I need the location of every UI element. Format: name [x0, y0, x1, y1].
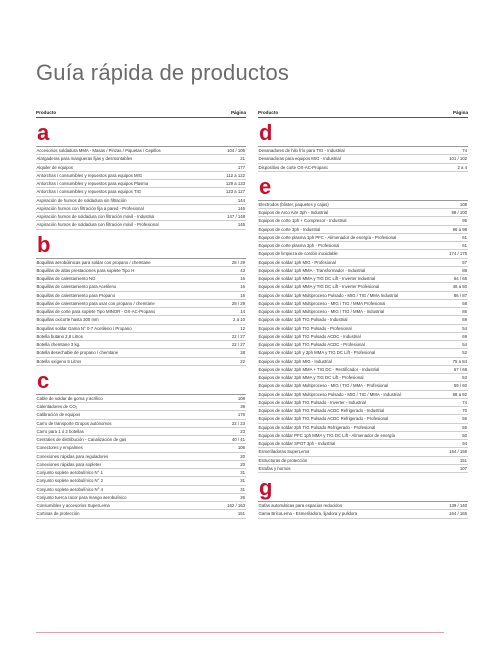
product-page: 39 [240, 404, 245, 410]
product-name: Equipos de soldar 3ph TIG Pulsado ACDC Refrigerado - Industrial [258, 408, 385, 414]
section-letter: a [37, 120, 50, 145]
product-row [36, 300, 246, 308]
product-row [258, 399, 468, 407]
product-name: Alargaderas para mangueras fijas y desmontables [36, 156, 133, 162]
section-e [258, 173, 468, 473]
product-row [36, 358, 246, 366]
product-name: Equipos de corte 3ph - Industrial [258, 226, 321, 232]
product-row [36, 510, 246, 518]
product-name: Devanadoras para equipos MIG - Industrial [258, 156, 341, 162]
product-name: Equipos de soldar 3ph TIG Pulsado Refrigerado - Profesional [258, 424, 376, 430]
product-page: 14 [240, 309, 245, 315]
product-row [258, 155, 468, 163]
product-row [36, 172, 246, 180]
product-page: 64 / 65 [453, 276, 467, 282]
product-page: 69 [462, 333, 467, 339]
product-row [36, 180, 246, 188]
product-name: Boquillas de calentamiento NG [36, 276, 96, 282]
product-page: 146 [237, 205, 245, 211]
product-page: 28 / 29 [231, 259, 245, 265]
product-name: Estructuras de protección [258, 457, 308, 463]
product-row [258, 234, 468, 242]
section-c [36, 367, 246, 519]
product-row [258, 226, 468, 234]
product-name: Equipos de soldar 1ph TIG Pulsado - Industrial [258, 317, 348, 323]
product-name: Boquillas de corte para soplete Tipo MINOR - OX-AC-Propano [36, 309, 156, 315]
product-name: Botella butano 2,8 Litros [36, 333, 83, 339]
product-row [36, 469, 246, 477]
product-name: Cable de soldar de goma y acrílico [36, 395, 103, 401]
product-row [36, 486, 246, 494]
product-name: Equipos de soldar 1ph Multiproceso - MIG / TIG / MMA Profesional [258, 300, 386, 306]
product-page: 147 / 148 [227, 214, 245, 220]
product-name: Conjunto soplete aerobulínico N° 2 [36, 478, 103, 484]
product-name: Botella desechable de propano / chemtane [36, 350, 119, 356]
product-row [258, 391, 468, 399]
page-header: Página [452, 110, 468, 115]
product-page: 28 [240, 350, 245, 356]
product-row [258, 147, 468, 155]
page-title: Guía rápida de productos [36, 60, 290, 85]
product-name: Boquillas de calentamiento para Acetileno [36, 284, 117, 290]
product-name: Equipos de soldar 1ph Multiproceso - MIG / TIG / MMA - Industrial [258, 309, 385, 315]
product-page: 56 [462, 416, 467, 422]
product-row [258, 374, 468, 382]
product-list [36, 394, 246, 519]
column-header [258, 110, 468, 118]
product-row [258, 250, 468, 258]
product-row [36, 436, 246, 444]
product-name: Calentadores de CO₂ [36, 404, 78, 410]
product-name: Carro para 1 ó 2 botellas [36, 428, 84, 434]
product-row [258, 209, 468, 217]
product-page: 144 [237, 197, 245, 203]
product-name: Equipos de soldar 1ph TIG Pulsado ACDC - Industrial [258, 333, 361, 339]
product-row [258, 316, 468, 324]
product-name: Alquiler de equipos [36, 164, 74, 170]
product-row [36, 411, 246, 419]
product-name: Botella oxígeno 5 Litros [36, 358, 82, 364]
product-name: Gafas automáticas para espacios reducidos [258, 503, 343, 509]
product-page: 57 [462, 259, 467, 265]
product-name: Aspiración humos de soldadura con filtración móvil - Profesional [36, 222, 159, 228]
product-page: 50 [462, 432, 467, 438]
product-row [36, 444, 246, 452]
product-page: 94 [462, 441, 467, 447]
product-row [36, 283, 246, 291]
product-page: 151 [237, 511, 245, 517]
product-page: 21 [240, 156, 245, 162]
product-page: 67 / 68 [453, 366, 467, 372]
section-letter: b [37, 231, 51, 257]
product-name: Boquillas soldar Gama N° 0-7 Acetileno / Propano [36, 325, 132, 331]
product-name: Boquillas aerobúlinicas para soldar con propano / chemtane [36, 259, 151, 265]
product-page: 59 / 60 [453, 383, 467, 389]
product-row [258, 502, 468, 510]
product-row [36, 205, 246, 213]
product-page: 123 a 127 [225, 189, 245, 195]
product-name: Equipos de corte plasma 3ph - Profesional [258, 243, 340, 249]
product-row [36, 502, 246, 510]
product-row [258, 448, 468, 456]
product-row [258, 283, 468, 291]
product-page: 129 a 133 [225, 181, 245, 187]
product-name: Devanadores de hilo frío para TIG - Industrial [258, 148, 345, 154]
product-name: Equipos de soldar 3ph MMA + TIG DC - Rectificador - Industrial [258, 366, 380, 372]
footer-divider [36, 632, 444, 633]
product-row [36, 292, 246, 300]
product-row [258, 349, 468, 357]
product-name: Conexiones rápidas para reguladores [36, 453, 109, 459]
left-column [36, 110, 246, 519]
product-page: 95 [462, 218, 467, 224]
product-row [36, 155, 246, 163]
product-name: Equipos de soldar 3ph TIG Pulsado - Inverter - Industrial [258, 399, 366, 405]
product-row [36, 341, 246, 349]
product-name: Conjunto soplete aerobulínico N° 1 [36, 470, 103, 476]
product-page: 108 [237, 395, 245, 401]
section-letter: e [259, 173, 272, 199]
product-list [36, 146, 246, 230]
product-row [36, 308, 246, 316]
right-sections [258, 122, 468, 519]
product-list [258, 501, 468, 519]
product-row [258, 325, 468, 333]
product-page: 54 [462, 342, 467, 348]
product-name: Electrodos (blister, paquetes y cajas) [258, 201, 329, 207]
product-row [36, 453, 246, 461]
product-page: 164 / 165 [449, 511, 467, 517]
product-row [258, 292, 468, 300]
product-list [258, 200, 468, 473]
product-row [258, 415, 468, 423]
product-list [36, 258, 246, 366]
product-row [36, 164, 246, 172]
section-letter: g [259, 475, 273, 500]
product-row [36, 477, 246, 485]
product-row [258, 217, 468, 225]
product-name: Equipos de soldar 1ph MMA - Transformador - Industrial [258, 267, 366, 273]
product-row [258, 510, 468, 518]
section-b [36, 231, 246, 366]
product-name: Equipos de soldar 1ph TIG Pulsado ACDC - Profesional [258, 342, 365, 348]
product-page: 75 a 84 [452, 358, 467, 364]
product-page: 22 / 27 [231, 342, 245, 348]
product-row [36, 428, 246, 436]
product-name: Carro de transporte Grupos autónomos [36, 420, 112, 426]
product-name: Conectores y empalmes [36, 445, 83, 451]
product-header: Producto [36, 110, 57, 115]
product-page: 104 / 105 [227, 148, 245, 154]
section-letter: c [37, 367, 50, 393]
product-name: Antorchas / consumibles y repuestos para equipos Plasma [36, 181, 149, 187]
product-row [36, 147, 246, 155]
product-name: Equipos de limpieza de cordón inoxidable [258, 251, 338, 257]
product-page: 43 [240, 267, 245, 273]
product-row [36, 461, 246, 469]
product-page: 107 [459, 465, 467, 471]
product-page: 96 a 98 [452, 226, 467, 232]
product-page: 98 / 100 [451, 210, 467, 216]
product-name: Equipos de corte 1ph + Compresor - Industrial [258, 218, 347, 224]
product-page: 54 [462, 325, 467, 331]
section-d [258, 122, 468, 172]
product-page: 174 / 175 [449, 251, 467, 257]
product-row [36, 188, 246, 196]
product-name: Boquillas de calentamiento para usar con propano / chemtane [36, 300, 155, 306]
product-row [36, 267, 246, 275]
product-page: 20 [240, 453, 245, 459]
product-page: 106 [237, 445, 245, 451]
product-page: 88 a 92 [452, 391, 467, 397]
product-page: 74 [462, 399, 467, 405]
product-row [36, 349, 246, 357]
product-row [258, 275, 468, 283]
column-header [36, 110, 246, 118]
product-name: Equipos de soldar 1ph MMA y TIG DC Lift - Inverter Profesional [258, 284, 380, 290]
product-name: Equipos de corte plasma 1ph PFC - Alimenador de energía - Profesional [258, 234, 397, 240]
right-column [258, 110, 468, 519]
product-name: Aspiración humos de soldadura con filtración móvil - Industrial [36, 214, 155, 220]
product-name: Antorchas / consumibles y repuestos para equipos TIG [36, 189, 142, 195]
product-name: Calibración de equipos [36, 412, 81, 418]
product-page: 108 [459, 201, 467, 207]
product-row [36, 221, 246, 229]
product-page: 22 / 27 [231, 333, 245, 339]
product-page: 151 [459, 457, 467, 463]
product-page: 31 [240, 486, 245, 492]
product-page: 28 / 29 [231, 300, 245, 306]
product-page: 61 [462, 234, 467, 240]
product-name: Equipos de soldar 3ph Multiproceso - MIG / TIG / MMA - Profesional [258, 383, 389, 389]
product-name: Centrales de distribución - Canalización de gas [36, 437, 127, 443]
product-page: 162 / 163 [227, 503, 245, 509]
product-page: 101 / 102 [449, 156, 467, 162]
product-name: Equipos de soldar 3ph MIG - Industrial [258, 358, 332, 364]
product-page: 52 [462, 350, 467, 356]
product-name: Conjunto tuerca racor para mango aerobulínico [36, 494, 127, 500]
product-page: 16 [240, 276, 245, 282]
product-row [258, 366, 468, 374]
product-name: Equipos de soldar 3ph TIG Pulsado ACDC Refrigerado - Profesional [258, 416, 389, 422]
product-row [36, 395, 246, 403]
product-name: Conjunto soplete aerobulínico N° 4 [36, 486, 103, 492]
product-page: 86 / 87 [453, 292, 467, 298]
product-name: Antorchas / consumibles y repuestos para equipos MIG [36, 172, 143, 178]
product-page: 69 [462, 317, 467, 323]
product-page: 74 [462, 148, 467, 154]
product-page: 145 [237, 222, 245, 228]
product-page: 139 / 140 [449, 503, 467, 509]
section-g [258, 477, 468, 519]
product-list [258, 146, 468, 172]
product-page: 154 / 158 [449, 449, 467, 455]
product-name: Equipos de soldar 3ph MMA y TIG DC Lift - Profesional [258, 375, 364, 381]
product-row [36, 316, 246, 324]
product-page: 70 [462, 408, 467, 414]
product-row [258, 440, 468, 448]
product-row [258, 308, 468, 316]
product-page: 31 [240, 470, 245, 476]
product-name: Aspiración humos con filtración fija a pared - Profesional [36, 205, 144, 211]
product-name: Equipos de soldar 1ph MIG - Profesional [258, 259, 336, 265]
section-letter: d [259, 120, 273, 145]
product-row [258, 407, 468, 415]
product-page: 112 a 122 [226, 172, 245, 178]
product-row [36, 494, 246, 502]
product-row [258, 333, 468, 341]
product-page: 61 [462, 243, 467, 249]
product-name: Cortinas de protección [36, 511, 80, 517]
product-page: 177 [237, 164, 245, 170]
product-name: Boquillas oxicorte hasta 300 mm [36, 317, 99, 323]
page-header: Página [230, 110, 246, 115]
product-name: Equipos de Arco Aire 3ph - Industrial [258, 210, 329, 216]
product-page: 23 [240, 428, 245, 434]
product-page: 22 / 23 [231, 420, 245, 426]
product-name: Boquillas de altas prestaciones para soplete Tipo H [36, 267, 135, 273]
product-name: Dispositivo de corte OX-AC-Propano [258, 164, 329, 170]
product-header: Producto [258, 110, 279, 115]
product-row [36, 325, 246, 333]
product-row [258, 457, 468, 465]
product-page: 12 [240, 325, 245, 331]
product-row [36, 259, 246, 267]
product-page: 26 [240, 494, 245, 500]
left-sections [36, 122, 246, 519]
section-a [36, 122, 246, 230]
product-page: 58 [462, 300, 467, 306]
product-name: Estufas y hornos [258, 465, 291, 471]
product-row [258, 267, 468, 275]
product-page: 16 [240, 284, 245, 290]
product-row [36, 197, 246, 205]
product-row [258, 300, 468, 308]
product-name: Gama BricoLema - Esmeriladora, lijadora y pulidora [258, 511, 358, 517]
product-page: 16 [240, 292, 245, 298]
product-page: 20 [240, 461, 245, 467]
product-page: 2 a 10 [233, 317, 245, 323]
product-name: Equipos de soldar SPOT 3ph - Industrial [258, 441, 336, 447]
product-row [36, 213, 246, 221]
product-name: Aspiración de humos de soldadura sin filtración [36, 197, 127, 203]
product-page: 53 [462, 375, 467, 381]
product-row [36, 403, 246, 411]
product-name: Botella chemtane 3 kg. [36, 342, 81, 348]
product-row [258, 259, 468, 267]
product-row [258, 432, 468, 440]
product-page: 88 [462, 267, 467, 273]
product-name: Conexiones rápidas para sopletes [36, 461, 102, 467]
product-page: 40 / 41 [231, 437, 245, 443]
product-name: Equipos de soldar 1ph TIG Pulsado - Profesional [258, 325, 352, 331]
product-row [258, 382, 468, 390]
product-row [258, 424, 468, 432]
product-page: 55 [462, 424, 467, 430]
product-row [258, 358, 468, 366]
product-row [36, 333, 246, 341]
product-row [258, 341, 468, 349]
product-name: Esmeriladoras SuperLema [258, 449, 310, 455]
product-name: Equipos de soldar 1ph MMA y TIG DC Lift - Inverter Industrial [258, 276, 376, 282]
product-name: Equipos de soldar 3ph Multiproceso Pulsado - MIG / TIG / MMA - Industrial [258, 391, 401, 397]
product-row [36, 420, 246, 428]
product-name: Equipos de soldar PFC 1ph MMA y TIG DC Lift - Alimenador de energía [258, 432, 396, 438]
product-row [258, 465, 468, 473]
product-name: Accesorios soldadura MMA - Masas / Pinzas / Piquetas / Cepillos [36, 148, 161, 154]
product-page: 85 [462, 309, 467, 315]
product-row [36, 275, 246, 283]
product-page: 31 [240, 478, 245, 484]
product-page: 2 a 4 [457, 164, 467, 170]
product-page: 22 [240, 358, 245, 364]
product-name: Equipos de soldar 1ph Multiproceso Pulsado - MIG / TIG / MMA Industrial [258, 292, 399, 298]
product-name: Consumibles y accesorios SuperLema [36, 503, 110, 509]
product-name: Equipos de soldar 1ph y 3ph MMA y TIG DC Lift - Profesional [258, 350, 376, 356]
product-page: 176 [237, 412, 245, 418]
product-page: 48 a 50 [452, 284, 467, 290]
product-row [258, 164, 468, 172]
product-row [258, 242, 468, 250]
product-row [258, 201, 468, 209]
product-name: Boquillas de calentamiento para Propano [36, 292, 116, 298]
